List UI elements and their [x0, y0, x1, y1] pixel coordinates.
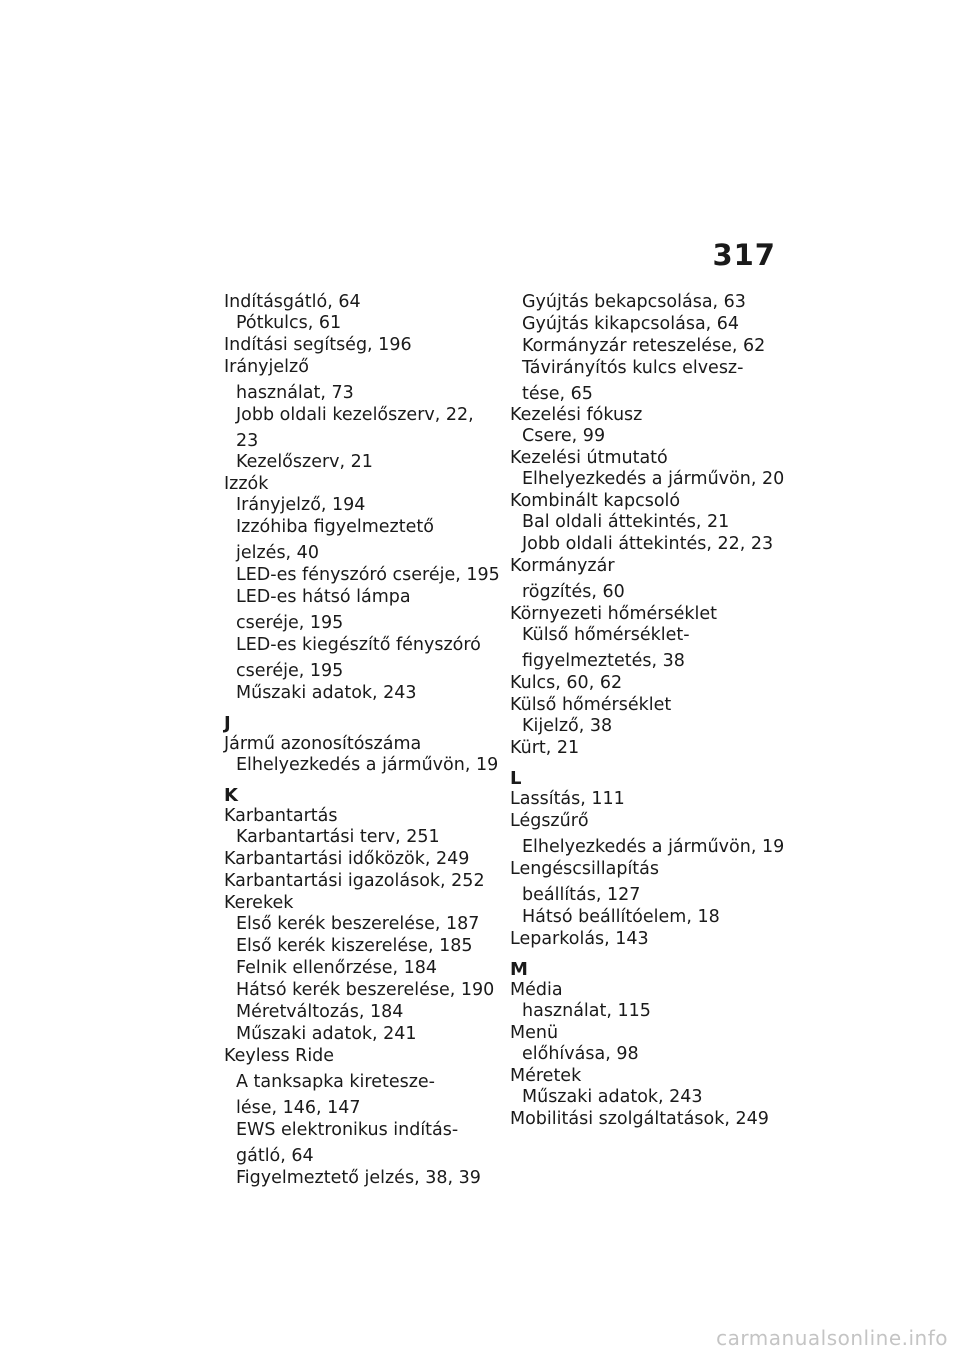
index-subentry: Izzóhiba figyelmeztető [236, 517, 434, 537]
index-entry: Kombinált kapcsoló [510, 491, 681, 511]
index-entry: Jármű azonosítószáma [224, 734, 422, 754]
index-entry: Mobilitási szolgáltatások, 249 [510, 1109, 769, 1129]
index-subentry: EWS elektronikus indítás- [236, 1120, 459, 1140]
index-entry: Kezelési útmutató [510, 448, 668, 468]
index-entry: Méretek [510, 1066, 582, 1086]
index-entry: Lengéscsillapítás [510, 859, 660, 879]
index-subentry-continuation: cseréje, 195 [236, 661, 344, 681]
index-subentry-continuation: gátló, 64 [236, 1146, 314, 1166]
index-subentry: Elhelyezkedés a járművön, 19 [522, 837, 785, 857]
index-entry: Menü [510, 1023, 559, 1043]
index-subentry: használat, 115 [522, 1001, 651, 1021]
index-subentry: Bal oldali áttekintés, 21 [522, 512, 730, 532]
index-subentry-continuation: cseréje, 195 [236, 613, 344, 633]
index-entry: Leparkolás, 143 [510, 929, 649, 949]
index-subentry: Jobb oldali áttekintés, 22, 23 [522, 534, 774, 554]
index-entry: Indítási segítség, 196 [224, 335, 412, 355]
index-subentry: Műszaki adatok, 241 [236, 1024, 417, 1044]
index-subentry: Kormányzár reteszelése, 62 [522, 336, 766, 356]
index-entry: Média [510, 980, 563, 1000]
index-entry: Kezelési fókusz [510, 405, 643, 425]
index-subentry: Külső hőmérséklet- [522, 625, 690, 645]
index-column-left [224, 292, 499, 1189]
index-subentry: Első kerék kiszerelése, 185 [236, 936, 473, 956]
index-entry: Légszűrő [510, 811, 589, 831]
section-letter-j: J [224, 713, 231, 734]
index-subentry: Gyújtás bekapcsolása, 63 [522, 292, 746, 312]
index-subentry: Műszaki adatok, 243 [522, 1087, 703, 1107]
index-entry: Külső hőmérséklet [510, 695, 672, 715]
index-subentry: Kijelző, 38 [522, 716, 613, 736]
index-subentry: Műszaki adatok, 243 [236, 683, 417, 703]
index-subentry: Jobb oldali kezelőszerv, 22, [236, 405, 474, 425]
section-letter-l: L [510, 768, 522, 789]
index-subentry-continuation: tése, 65 [522, 384, 593, 404]
index-entry: Kormányzár [510, 556, 615, 576]
index-entry: Karbantartási igazolások, 252 [224, 871, 485, 891]
index-subentry: Hátsó kerék beszerelése, 190 [236, 980, 495, 1000]
index-entry: Keyless Ride [224, 1046, 335, 1066]
index-subentry: beállítás, 127 [522, 885, 641, 905]
index-subentry: Első kerék beszerelése, 187 [236, 914, 480, 934]
index-subentry: LED-es kiegészítő fényszóró [236, 635, 481, 655]
index-subentry: előhívása, 98 [522, 1044, 639, 1064]
index-subentry: LED-es fényszóró cseréje, 195 [236, 565, 500, 585]
index-entry: Karbantartás [224, 806, 338, 826]
index-subentry: Méretváltozás, 184 [236, 1002, 404, 1022]
watermark-text: carmanualsonline.info [716, 1326, 948, 1350]
index-subentry: Hátsó beállítóelem, 18 [522, 907, 720, 927]
index-subentry: Pótkulcs, 61 [236, 313, 342, 333]
index-subentry: használat, 73 [236, 383, 354, 403]
index-subentry-continuation: lése, 146, 147 [236, 1098, 361, 1118]
index-subentry: Gyújtás kikapcsolása, 64 [522, 314, 740, 334]
index-subentry: Elhelyezkedés a járművön, 19 [236, 755, 499, 775]
index-entry: Irányjelző [224, 357, 309, 377]
index-column-right [510, 292, 790, 1130]
index-subentry: Távirányítós kulcs elvesz- [522, 358, 744, 378]
section-letter-m: M [510, 959, 528, 980]
index-entry: Kulcs, 60, 62 [510, 673, 623, 693]
index-subentry: A tanksapka kiretesze- [236, 1072, 435, 1092]
index-entry: Indításgátló, 64 [224, 292, 361, 312]
index-subentry: LED-es hátsó lámpa [236, 587, 411, 607]
index-subentry: Kezelőszerv, 21 [236, 452, 373, 472]
index-subentry: Figyelmeztető jelzés, 38, 39 [236, 1168, 481, 1188]
index-subentry: Karbantartási terv, 251 [236, 827, 440, 847]
index-entry: Lassítás, 111 [510, 789, 625, 809]
index-subentry-continuation: jelzés, 40 [236, 543, 319, 563]
page-number: 317 [712, 238, 776, 272]
index-entry: Környezeti hőmérséklet [510, 604, 717, 624]
section-letter-k: K [224, 785, 238, 806]
index-entry: Kürt, 21 [510, 738, 580, 758]
index-subentry-continuation: figyelmeztetés, 38 [522, 651, 685, 671]
index-subentry: Irányjelző, 194 [236, 495, 366, 515]
index-entry: Kerekek [224, 893, 294, 913]
index-entry: Karbantartási időközök, 249 [224, 849, 470, 869]
index-subentry: Csere, 99 [522, 426, 606, 446]
index-subentry: Elhelyezkedés a járművön, 20 [522, 469, 785, 489]
index-subentry: rögzítés, 60 [522, 582, 625, 602]
index-subentry-continuation: 23 [236, 431, 259, 451]
index-entry: Izzók [224, 474, 269, 494]
index-subentry: Felnik ellenőrzése, 184 [236, 958, 438, 978]
